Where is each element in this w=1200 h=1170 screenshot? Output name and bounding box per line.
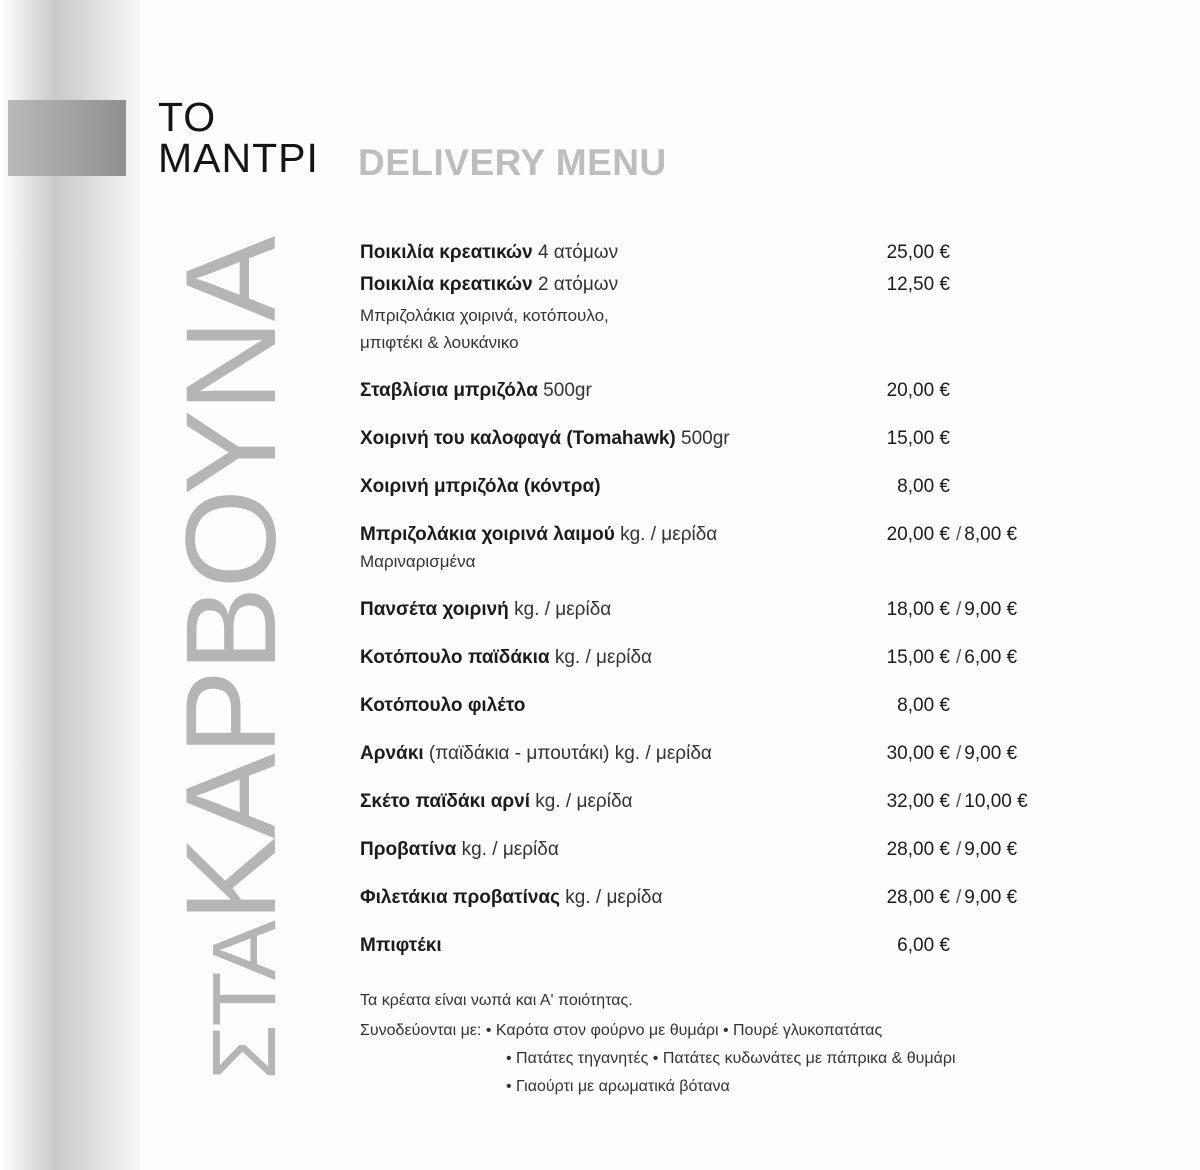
item-suffix: kg. / μερίδα — [508, 599, 612, 620]
menu-item — [360, 837, 1060, 863]
item-price-main: 25,00 € — [886, 242, 950, 263]
item-name: Χοιρινή του καλοφαγά (Tomahawk) — [360, 428, 676, 449]
item-price-main: 8,00 € — [897, 695, 950, 716]
item-price — [800, 933, 1036, 959]
item-name: Ποικιλία κρεατικών — [360, 242, 533, 263]
item-price — [800, 885, 1036, 911]
item-price-portion: 9,00 € — [964, 887, 1018, 908]
item-suffix: kg. / μερίδα — [456, 839, 559, 860]
item-suffix: kg. / μερίδα — [530, 791, 633, 812]
menu-item — [360, 240, 1060, 266]
item-name: Χοιρινή μπριζόλα (κόντρα) — [360, 476, 601, 497]
price-separator: / — [956, 839, 962, 860]
item-price-main: 15,00 € — [886, 647, 950, 668]
menu-item — [360, 741, 1060, 767]
item-name: Προβατίνα — [360, 839, 457, 860]
item-description-line: μπιφτέκι & λουκάνικο — [360, 333, 519, 352]
item-price-main: 32,00 € — [886, 791, 950, 812]
item-price-main: 20,00 € — [886, 524, 950, 545]
sides-note-line: • Πατάτες τηγανητές • Πατάτες κυδωνάτες με πάπρικα & θυμάρι — [506, 1050, 956, 1067]
item-price-main: 30,00 € — [886, 743, 950, 764]
item-suffix: kg. / μερίδα — [560, 887, 663, 908]
item-price-main: 6,00 € — [897, 935, 950, 956]
item-price — [800, 789, 1036, 815]
menu-item — [360, 426, 1060, 452]
item-price-portion: 9,00 € — [964, 839, 1018, 860]
item-name: Κοτόπουλο παϊδάκια — [360, 647, 550, 668]
menu-item — [360, 272, 1060, 356]
price-separator: / — [956, 647, 962, 668]
brand-line-1: ΤΟ — [158, 94, 217, 140]
item-name: Φιλετάκια προβατίνας — [360, 887, 560, 908]
item-suffix: 2 ατόμων — [532, 274, 619, 295]
section-title-word: ΚΑΡΒΟΥΝΑ — [160, 237, 303, 923]
quality-note: Τα κρέατα είναι νωπά και Α' ποιότητας. — [360, 992, 633, 1009]
item-price-main: 8,00 € — [897, 476, 950, 497]
menu-item — [360, 522, 1060, 575]
brand-block-decoration — [8, 100, 126, 176]
item-description — [360, 548, 1060, 575]
item-price-main: 12,50 € — [886, 274, 950, 295]
item-price — [800, 597, 1036, 623]
item-price — [800, 272, 1036, 298]
item-name: Σκέτο παϊδάκι αρνί — [360, 791, 531, 812]
item-name: Σταβλίσια μπριζόλα — [360, 380, 538, 401]
menu-item — [360, 645, 1060, 671]
item-price-portion: 8,00 € — [964, 524, 1018, 545]
sides-note-line: • Γιαούρτι με αρωματικά βότανα — [506, 1078, 730, 1095]
item-name: Ποικιλία κρεατικών — [360, 274, 533, 295]
item-name: Κοτόπουλο φιλέτο — [360, 695, 526, 716]
item-price-main: 28,00 € — [886, 887, 950, 908]
item-name: Πανσέτα χοιρινή — [360, 599, 509, 620]
item-price — [800, 645, 1036, 671]
menu-item — [360, 378, 1060, 404]
price-separator: / — [956, 791, 962, 812]
item-price-main: 20,00 € — [886, 380, 950, 401]
item-name: Αρνάκι — [360, 743, 424, 764]
item-price — [800, 837, 1036, 863]
item-suffix: 500gr — [537, 380, 592, 401]
item-price-portion: 9,00 € — [964, 599, 1018, 620]
menu-subtitle: DELIVERY MENU — [358, 142, 667, 183]
item-price-portion: 6,00 € — [964, 647, 1018, 668]
item-suffix: kg. / μερίδα — [614, 524, 718, 545]
item-suffix: (παϊδάκια - μπουτάκι) kg. / μερίδα — [423, 743, 712, 764]
menu-notes — [360, 987, 1080, 1101]
menu-item — [360, 693, 1060, 719]
item-description-line: Μπριζολάκια χοιρινά, κοτόπουλο, — [360, 306, 609, 325]
brand-line-2: ΜΑΝΤΡΙ — [158, 135, 319, 181]
item-price — [800, 741, 1036, 767]
item-price — [800, 522, 1036, 548]
item-suffix: 4 ατόμων — [532, 242, 619, 263]
brand-name — [158, 94, 319, 181]
price-separator: / — [956, 599, 962, 620]
item-price-main: 28,00 € — [886, 839, 950, 860]
section-title-vertical — [160, 237, 309, 1080]
menu-item — [360, 597, 1060, 623]
price-separator: / — [956, 887, 962, 908]
menu-item — [360, 474, 1060, 500]
item-price-main: 15,00 € — [886, 428, 950, 449]
item-price — [800, 693, 1036, 719]
item-suffix: 500gr — [675, 428, 730, 449]
item-price-main: 18,00 € — [886, 599, 950, 620]
item-price — [800, 378, 1036, 404]
item-price — [800, 474, 1036, 500]
item-description — [360, 302, 1060, 356]
item-price — [800, 426, 1036, 452]
sides-note-line: Συνοδεύονται με: • Καρότα στον φούρνο με θυμάρι • Πουρέ γλυκοπατάτας — [360, 1022, 883, 1039]
item-price-portion: 10,00 € — [964, 791, 1028, 812]
price-separator: / — [956, 743, 962, 764]
item-price-portion: 9,00 € — [964, 743, 1018, 764]
item-name: Μπιφτέκι — [360, 935, 442, 956]
item-price — [800, 240, 1036, 266]
menu-item — [360, 789, 1060, 815]
menu-item — [360, 933, 1060, 959]
item-description-line: Μαριναρισμένα — [360, 552, 476, 571]
item-name: Μπριζολάκια χοιρινά λαιμού — [360, 524, 615, 545]
item-suffix: kg. / μερίδα — [549, 647, 653, 668]
price-separator: / — [956, 524, 962, 545]
section-title-prefix: ΣΤΑ — [195, 922, 295, 1080]
menu-item — [360, 885, 1060, 911]
